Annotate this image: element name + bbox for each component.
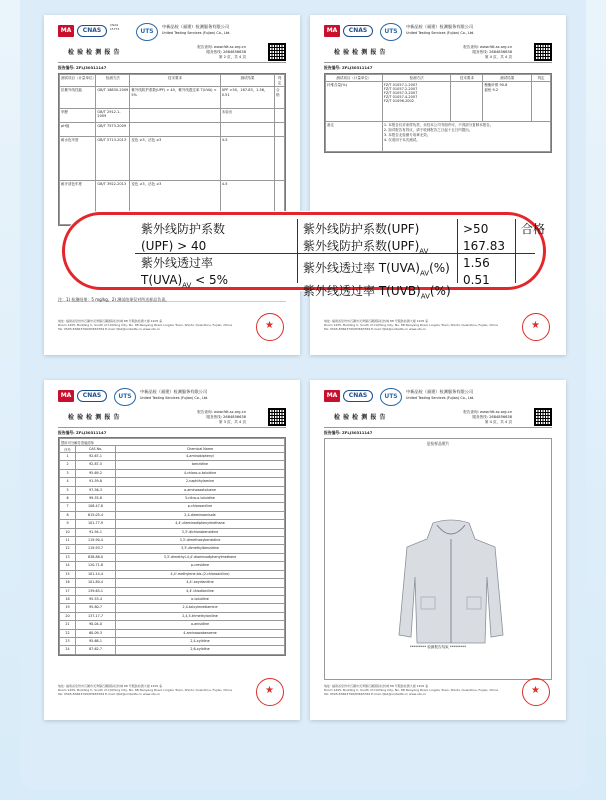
- value-column: [463, 221, 519, 289]
- lab-name-cn: 中新品检（福建）检测服务有限公司: [140, 389, 208, 394]
- table-row: [60, 478, 285, 486]
- qr-code: [534, 408, 552, 426]
- requirement-text: (UPF) > 40: [141, 239, 207, 253]
- ma-logo: MA: [58, 390, 74, 402]
- report-number: 报告编号: ZFLJ30311147: [324, 65, 373, 70]
- table-cell: 13: [60, 553, 76, 561]
- table-cell: 19: [60, 604, 76, 612]
- result-value: 1.56: [463, 256, 490, 270]
- report-page-4: [310, 380, 566, 720]
- table-row: [60, 137, 285, 181]
- ma-logo: MA: [324, 390, 340, 402]
- table-row: [60, 486, 285, 494]
- table-row: [60, 537, 285, 545]
- table-cell: 24: [60, 646, 76, 654]
- table-row: [60, 562, 285, 570]
- result-value: 0.51: [463, 273, 490, 287]
- table-cell: GB/T 7573-2009: [96, 123, 130, 137]
- results-table: [58, 73, 286, 226]
- table-cell: 4,4'-thiodianiline: [116, 587, 285, 595]
- item-text: 紫外线防护系数(UPF): [303, 222, 420, 236]
- uts-logo: UTS: [380, 23, 402, 41]
- table-cell: 5-nitro-o-toluidine: [116, 495, 285, 503]
- item-text: 紫外线防护系数(UPF): [303, 239, 420, 253]
- table-cell: [275, 123, 285, 137]
- page-count: 第 2 页，共 4 页: [218, 55, 246, 59]
- table-cell: [382, 122, 550, 152]
- col-header: 测试结果: [220, 75, 274, 87]
- page-footer: [324, 684, 552, 712]
- photo-caption: ********* 检测报告结束 *********: [409, 645, 467, 649]
- report-title: 检 验 检 测 报 告: [68, 414, 120, 421]
- lab-name-cn: 中新品检（福建）检测服务有限公司: [406, 24, 474, 29]
- cnas-logo: CNAS: [343, 390, 373, 402]
- requirement-text: 紫外线透过率: [141, 256, 214, 270]
- qr-code: [268, 408, 286, 426]
- table-title: 禁用可分解芳香胺清单: [60, 439, 285, 446]
- item-column: [303, 221, 463, 305]
- table-cell: 4-aminoazobenzene: [116, 629, 285, 637]
- table-row: [60, 109, 285, 123]
- table-row: [60, 621, 285, 629]
- table-cell: 95-53-4: [76, 595, 116, 603]
- subscript: AV: [419, 247, 429, 256]
- report-phone: 服务热线: 2684856638: [206, 50, 246, 54]
- footer-address-en: Room 1205, Building C, South of Clothing City, No. 88 Nanyang Road, Lingxiu Town, Shishi, Quanzhou, Fujian, China: [324, 323, 498, 328]
- table-row: [60, 595, 285, 603]
- table-cell: 14: [60, 562, 76, 570]
- table-cell: 抗紫外线性能: [60, 87, 96, 109]
- table-row: [60, 587, 285, 595]
- table-row: [60, 453, 285, 461]
- lab-name: [162, 24, 286, 36]
- title-row: [324, 45, 552, 63]
- table-cell: 纤维含量(%): [326, 82, 383, 122]
- table-cell: 99-55-8: [76, 495, 116, 503]
- table-cell: 3,3'-dimethyl-4,4'-diaminodiphenylmethane: [116, 553, 285, 561]
- table-cell: 2,4,5-trimethylaniline: [116, 612, 285, 620]
- table-cell: o-aminoazotoluene: [116, 486, 285, 494]
- cnas-logo: CNAS: [77, 390, 107, 402]
- table-row: [60, 570, 285, 578]
- col-header: 测试项目（计量单位）: [326, 75, 383, 82]
- official-seal: [256, 678, 284, 706]
- requirement-text: < 5%: [195, 273, 229, 287]
- table-cell: 11: [60, 537, 76, 545]
- table-cell: 15: [60, 570, 76, 578]
- uts-logo: UTS: [136, 23, 158, 41]
- report-website: 报告查询: www.fdt-sz.org.cn: [463, 410, 512, 414]
- table-cell: 20: [60, 612, 76, 620]
- col-header: 测试项目（计量单位）: [60, 75, 96, 87]
- table-row: [60, 629, 285, 637]
- table-cell: 23: [60, 637, 76, 645]
- table-cell: 5: [60, 486, 76, 494]
- table-cell: 变色 ≥3，沾色 ≥3: [130, 137, 220, 181]
- table-cell: 119-90-4: [76, 537, 116, 545]
- standard: FZ/T 01057.3-2007: [383, 90, 418, 95]
- table-cell: 18: [60, 595, 76, 603]
- table-cell: 120-71-8: [76, 562, 116, 570]
- amine-table: [58, 437, 286, 656]
- table-cell: 备注: [326, 122, 383, 152]
- report-meta: [463, 45, 512, 60]
- table-cell: 10: [60, 528, 76, 536]
- page-header: [324, 388, 552, 408]
- col-header: 判定: [532, 75, 551, 82]
- table-row: [60, 646, 285, 654]
- table-row: [60, 461, 285, 469]
- table-note: 注：1) 检测结果：5 mg/kg。2) 测试结果仅对所送样品负责。: [58, 297, 286, 302]
- table-cell: 838-88-0: [76, 553, 116, 561]
- table-cell: UPF >50，167.83，1.56，0.51: [220, 87, 274, 109]
- report-number: 报告编号: ZFLJ30311147: [58, 430, 107, 435]
- table-cell: 106-47-8: [76, 503, 116, 511]
- item-text: (%): [429, 283, 451, 298]
- result-value: >50: [463, 222, 489, 236]
- table-row: [60, 123, 285, 137]
- standard: FZ/T 01057.2-2007: [383, 86, 418, 91]
- footer-contact: Tel: 0595-83663799/83663769 E-mail: fjbd@unitedts.cn www.uts.cn: [58, 692, 161, 697]
- page-footer: [324, 319, 552, 347]
- footer-address-en: Room 1205, Building C, South of Clothing City, No. 88 Nanyang Road, Lingxiu Town, Shishi, Quanzhou, Fujian, China: [324, 688, 498, 693]
- page-count: 第 3 页，共 4 页: [218, 420, 246, 424]
- table-cell: 耐汗渍色牢度: [60, 181, 96, 225]
- table-cell: 12: [60, 545, 76, 553]
- table-cell: 6: [60, 495, 76, 503]
- subscript: AV: [420, 292, 430, 301]
- official-seal: [522, 678, 550, 706]
- table-cell: 未检出: [220, 109, 274, 123]
- table-cell: 4,4'-diaminodiphenylmethane: [116, 520, 285, 528]
- table-cell: [451, 82, 483, 122]
- table-cell: 2,4-xylidine: [116, 637, 285, 645]
- table-cell: o-toluidine: [116, 595, 285, 603]
- col-header: 检测方法: [382, 75, 451, 82]
- note: 3. 本报告无检测专用章无效。: [383, 132, 431, 137]
- table-cell: 119-93-7: [76, 545, 116, 553]
- page-count: 第 4 页，共 4 页: [484, 55, 512, 59]
- table-row: [60, 612, 285, 620]
- title-row: [58, 45, 286, 63]
- table-cell: 91-94-1: [76, 528, 116, 536]
- report-meta: [463, 410, 512, 425]
- col-header: 判定: [275, 75, 285, 87]
- footer-address-cn: 地址: 福建省泉州市石狮市灵秀镇石狮国际轻纺城 88 号服装检测大楼 1205 室: [324, 684, 429, 688]
- report-website: 报告查询: www.fdt-sz.org.cn: [197, 410, 246, 414]
- table-cell: 4-aminobiphenyl: [116, 453, 285, 461]
- cnas-logo: CNAS: [77, 25, 107, 37]
- table-cell: 紫外线防护系数(UPF) > 40，紫外线透过率 T(UVA) < 5%: [130, 87, 220, 109]
- subscript: AV: [419, 269, 430, 278]
- report-page-1: [44, 15, 300, 355]
- ma-logo: MA: [58, 25, 74, 37]
- table-row: [326, 82, 551, 122]
- lab-name-cn: 中新品检（福建）检测服务有限公司: [162, 24, 230, 29]
- table-cell: 137-17-7: [76, 612, 116, 620]
- lab-name-en: United Testing Services (Fujian) Co., Ltd.: [406, 396, 475, 400]
- table-cell: [275, 137, 285, 181]
- table-cell: 21: [60, 621, 76, 629]
- table-cell: 95-68-1: [76, 637, 116, 645]
- table-cell: 90-04-0: [76, 621, 116, 629]
- report-phone: 服务热线: 2684856638: [472, 50, 512, 54]
- table-cell: [483, 82, 532, 122]
- table-row: [60, 528, 285, 536]
- results-table: [324, 73, 552, 153]
- table-cell: 8: [60, 511, 76, 519]
- table-cell: 60-09-3: [76, 629, 116, 637]
- official-seal: [256, 313, 284, 341]
- item-text: (%): [429, 261, 450, 276]
- table-cell: benzidine: [116, 461, 285, 469]
- item-text: 紫外线透过率 T(UVB): [303, 283, 421, 298]
- table-cell: 耐水色牢度: [60, 137, 96, 181]
- col-header: 技术要求: [451, 75, 483, 82]
- footer-address-en: Room 1205, Building C, South of Clothing City, No. 88 Nanyang Road, Lingxiu Town, Shishi, Quanzhou, Fujian, China: [58, 688, 232, 693]
- table-cell: 9: [60, 520, 76, 528]
- table-cell: 3,3'-dimethylbenzidine: [116, 545, 285, 553]
- page-header: [58, 388, 286, 408]
- col-header: Chemical Name: [116, 446, 285, 453]
- table-row: [60, 553, 285, 561]
- lab-name-en: United Testing Services (Fujian) Co., Ltd.: [162, 31, 231, 35]
- table-row: [60, 520, 285, 528]
- table-cell: 91-59-8: [76, 478, 116, 486]
- table-cell: 139-65-1: [76, 587, 116, 595]
- table-cell: p-cresidine: [116, 562, 285, 570]
- report-phone: 服务热线: 2684856638: [472, 415, 512, 419]
- table-cell: 101-14-4: [76, 570, 116, 578]
- table-cell: 4-5: [220, 137, 274, 181]
- table-cell: 2: [60, 461, 76, 469]
- table-row: [60, 637, 285, 645]
- lab-name: [140, 389, 264, 401]
- table-cell: 92-67-1: [76, 453, 116, 461]
- cert-number: CNAS L5773: [110, 23, 120, 31]
- table-cell: 3: [60, 469, 76, 477]
- uts-logo: UTS: [114, 388, 136, 406]
- col-header: CAS No.: [76, 446, 116, 453]
- footer-address-cn: 地址: 福建省泉州市石狮市灵秀镇石狮国际轻纺城 88 号服装检测大楼 1205 室: [58, 319, 163, 323]
- lab-name-cn: 中新品检（福建）检测服务有限公司: [406, 389, 474, 394]
- table-cell: GB/T 2912.1-2009: [96, 109, 130, 123]
- table-cell: GB/T 3922-2013: [96, 181, 130, 225]
- report-meta: [197, 410, 246, 425]
- table-cell: [130, 123, 220, 137]
- report-page-3: [44, 380, 300, 720]
- table-cell: 16: [60, 579, 76, 587]
- note-lines: [58, 297, 286, 302]
- table-cell: 97-56-3: [76, 486, 116, 494]
- requirement-column: [141, 221, 291, 294]
- table-cell: 95-80-7: [76, 604, 116, 612]
- table-cell: 4: [60, 478, 76, 486]
- table-cell: 87-62-7: [76, 646, 116, 654]
- uts-logo: UTS: [380, 388, 402, 406]
- report-website: 报告查询: www.fdt-sz.org.cn: [463, 45, 512, 49]
- page-footer: [58, 684, 286, 712]
- result: 氨纶 9.2: [484, 87, 499, 92]
- table-cell: 2,4-diaminoanisole: [116, 511, 285, 519]
- title-row: [58, 410, 286, 428]
- table-cell: 甲醛: [60, 109, 96, 123]
- page-header: [58, 23, 286, 43]
- table-cell: 合格: [275, 87, 285, 109]
- table-cell: 1: [60, 453, 76, 461]
- report-meta: [197, 45, 246, 60]
- result-value: 167.83: [463, 239, 505, 253]
- report-phone: 服务热线: 2684856638: [206, 415, 246, 419]
- footer-contact: Tel: 0595-83663799/83663769 E-mail: fjbd@unitedts.cn www.uts.cn: [324, 692, 427, 697]
- table-cell: 95-69-2: [76, 469, 116, 477]
- standard: FZ/T 01096-2002: [383, 98, 414, 103]
- table-cell: [220, 123, 274, 137]
- table-cell: 22: [60, 629, 76, 637]
- subscript: AV: [182, 281, 192, 290]
- table-cell: [382, 82, 451, 122]
- table-cell: p-chloroaniline: [116, 503, 285, 511]
- verdict-column: [521, 221, 547, 238]
- jacket-photo: [395, 517, 507, 647]
- cnas-logo: CNAS: [343, 25, 373, 37]
- verdict-pass: 合格: [521, 222, 546, 236]
- table-cell: 4-5: [220, 181, 274, 225]
- requirement-text: T(UVA): [141, 273, 183, 287]
- table-cell: 4,4'-methylene-bis-(2-chloroaniline): [116, 570, 285, 578]
- table-cell: 3,3'-dichlorobenzidine: [116, 528, 285, 536]
- photo-frame: [324, 438, 552, 680]
- result: 聚酯纤维 90.8: [484, 82, 508, 87]
- table-cell: [130, 109, 220, 123]
- lab-name-en: United Testing Services (Fujian) Co., Ltd.: [140, 396, 209, 400]
- table-cell: 2,4-toluylenediamine: [116, 604, 285, 612]
- lab-name: [406, 24, 530, 36]
- table-cell: 92-87-5: [76, 461, 116, 469]
- footer-address-cn: 地址: 福建省泉州市石狮市灵秀镇石狮国际轻纺城 88 号服装检测大楼 1205 室: [58, 684, 163, 688]
- table-cell: 变色 ≥3，沾色 ≥3: [130, 181, 220, 225]
- col-header: 技术要求: [130, 75, 220, 87]
- standard: FZ/T 01057.4-2007: [383, 94, 418, 99]
- report-title: 检 验 检 测 报 告: [334, 414, 386, 421]
- table-row: [60, 511, 285, 519]
- divider: [297, 219, 298, 283]
- table-cell: pH值: [60, 123, 96, 137]
- page-count: 第 4 页，共 4 页: [484, 420, 512, 424]
- table-row: [60, 545, 285, 553]
- table-row: [326, 122, 551, 152]
- table-cell: o-anisidine: [116, 621, 285, 629]
- col-header: 测试结果: [483, 75, 532, 82]
- ma-logo: MA: [324, 25, 340, 37]
- report-number: 报告编号: ZFLJ30311147: [58, 65, 107, 70]
- table-cell: 615-05-4: [76, 511, 116, 519]
- footer-contact: Tel: 0595-83663799/83663769 E-mail: fjbd@unitedts.cn www.uts.cn: [58, 327, 161, 332]
- footer-address-cn: 地址: 福建省泉州市石狮市灵秀镇石狮国际轻纺城 88 号服装检测大楼 1205 室: [324, 319, 429, 323]
- page-footer: [58, 319, 286, 347]
- footer-address-en: Room 1205, Building C, South of Clothing City, No. 88 Nanyang Road, Lingxiu Town, Shishi, Quanzhou, Fujian, China: [58, 323, 232, 328]
- report-number: 报告编号: ZFLJ30311147: [324, 430, 373, 435]
- footer-contact: Tel: 0595-83663799/83663769 E-mail: fjbd@unitedts.cn www.uts.cn: [324, 327, 427, 332]
- note: 2. 如对报告有异议，请于收到报告之日起十五日内提出。: [383, 127, 473, 132]
- table-cell: [532, 82, 551, 122]
- table-cell: 4-chloro-o-toluidine: [116, 469, 285, 477]
- note: 1. 本报告仅对来样负责，未经本公司书面许可，不得部分复制本报告。: [383, 122, 494, 127]
- standard: FZ/T 01057.1-2007: [383, 82, 418, 87]
- requirement-text: 紫外线防护系数: [141, 222, 226, 236]
- table-cell: 4,4'-oxydianiline: [116, 579, 285, 587]
- table-cell: [275, 109, 285, 123]
- photo-title: 送检样品照片: [426, 441, 450, 446]
- report-website: 报告查询: www.fdt-sz.org.cn: [197, 45, 246, 49]
- page-header: [324, 23, 552, 43]
- note: 4. 仅适用于本次测试。: [383, 137, 420, 142]
- table-row: [60, 579, 285, 587]
- report-title: 检 验 检 测 报 告: [334, 49, 386, 56]
- table-row: [60, 604, 285, 612]
- report-title: 检 验 检 测 报 告: [68, 49, 120, 56]
- qr-code: [534, 43, 552, 61]
- col-header: 序号: [60, 446, 76, 453]
- table-row: [60, 495, 285, 503]
- table-cell: GB/T 18830-2009: [96, 87, 130, 109]
- lab-name: [406, 389, 530, 401]
- item-text: 紫外线透过率 T(UVA): [303, 261, 420, 276]
- official-seal: [522, 313, 550, 341]
- table-cell: 101-80-4: [76, 579, 116, 587]
- table-row: [60, 87, 285, 109]
- lab-name-en: United Testing Services (Fujian) Co., Ltd.: [406, 31, 475, 35]
- table-row: [60, 469, 285, 477]
- title-row: [324, 410, 552, 428]
- table-cell: 7: [60, 503, 76, 511]
- qr-code: [268, 43, 286, 61]
- table-cell: 2-naphthylamine: [116, 478, 285, 486]
- col-header: 检测方法: [96, 75, 130, 87]
- table-cell: 17: [60, 587, 76, 595]
- table-cell: 101-77-9: [76, 520, 116, 528]
- table-cell: 2,6-xylidine: [116, 646, 285, 654]
- table-cell: GB/T 5713-2013: [96, 137, 130, 181]
- table-row: [60, 503, 285, 511]
- table-cell: 3,3'-dimethoxybenzidine: [116, 537, 285, 545]
